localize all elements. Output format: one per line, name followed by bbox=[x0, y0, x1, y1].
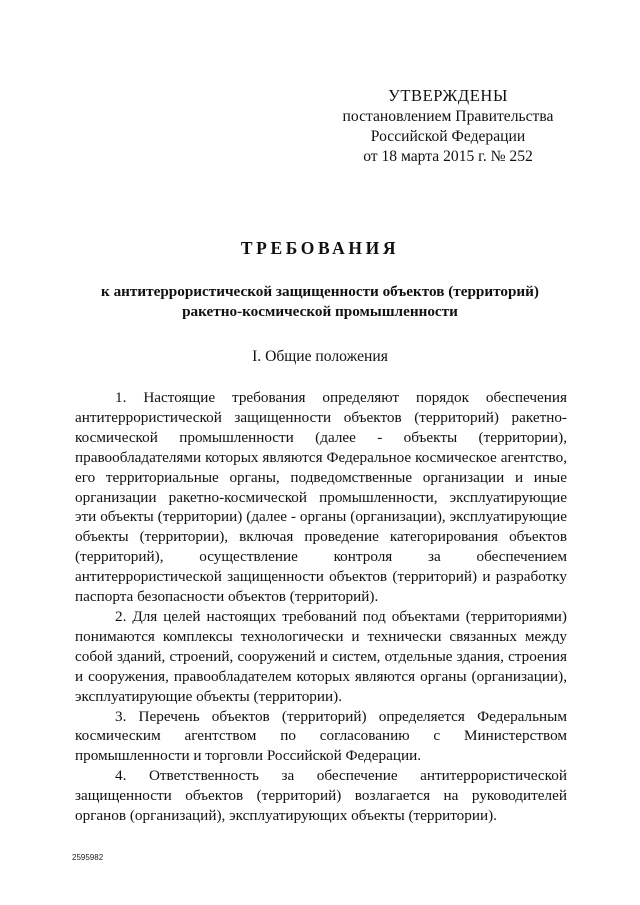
subtitle-line-1: к антитеррористической защищенности объектов (территорий) bbox=[101, 283, 539, 300]
paragraph-4: 4. Ответственность за обеспечение антитеррористической защищенности объектов (территорий) возлагается на руководителей органов (организаций), эксплуатирующих объекты (территории). bbox=[75, 767, 567, 825]
paragraph-2: 2. Для целей настоящих требований под объектами (территориями) понимаются комплексы технологически и технически связанных между собой зданий, строений, сооружений и систем, отдельные здания, строения и сооружения, правообладателем которых являются органы (организации), эксплуатирующие объекты (территории). bbox=[75, 607, 567, 705]
approval-line-1: постановлением Правительства bbox=[342, 108, 554, 125]
approval-stamp bbox=[330, 86, 566, 167]
paragraph-1: 1. Настоящие требования определяют порядок обеспечения антитеррористической защищенности объектов (территорий) ракетно-космической промышленности (далее - объекты (территории), правообладателями которых являются Федеральное космическое агентство, его территориальные органы, подведомственные организации и иные организации ракетно-космической промышленности, эксплуатирующие эти объекты (территории) (далее - органы (организации), эксплуатирующие объекты (территории), включая проведение категорирования объектов (территорий), осуществление контроля за обеспечением антитеррористической защищенности объектов (территорий) и разработку паспорта безопасности объектов (территорий). bbox=[75, 389, 567, 606]
section-heading: I. Общие положения bbox=[252, 348, 388, 365]
approval-line-2: Российской Федерации bbox=[370, 128, 526, 145]
document-number: 2595982 bbox=[72, 853, 104, 862]
paragraph-3: 3. Перечень объектов (территорий) определяется Федеральным космическим агентством по согласованию с Министерством промышленности и торговли Российской Федерации. bbox=[75, 707, 567, 765]
approval-heading: УТВЕРЖДЕНЫ bbox=[388, 86, 508, 105]
document-title: ТРЕБОВАНИЯ bbox=[240, 238, 400, 258]
document-body bbox=[75, 388, 567, 826]
subtitle-line-2: ракетно-космической промышленности bbox=[182, 303, 458, 320]
document-subtitle bbox=[60, 282, 580, 322]
approval-line-3: от 18 марта 2015 г. № 252 bbox=[363, 148, 533, 165]
